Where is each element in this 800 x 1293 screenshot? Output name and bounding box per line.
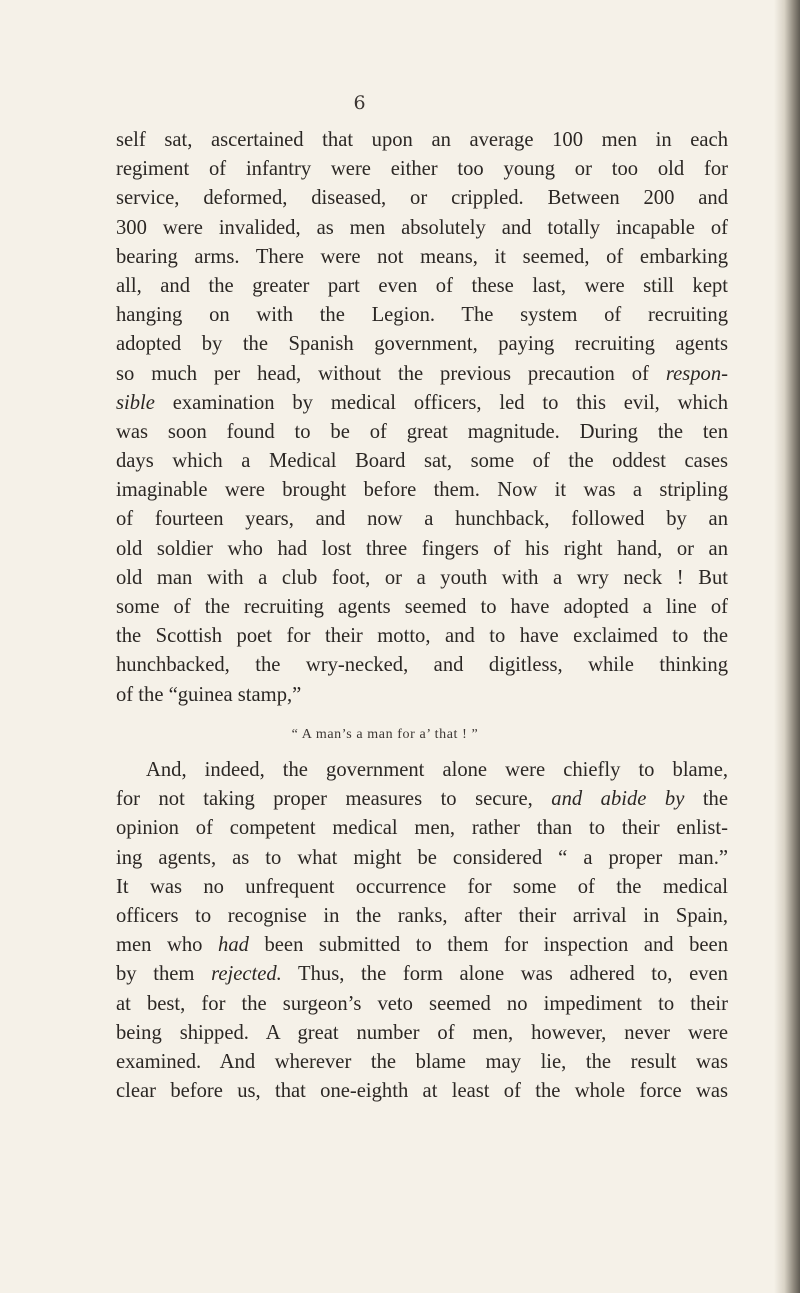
text-segment: men who xyxy=(116,934,219,957)
text-line: And, indeed, the government alone were chiefly to blame, xyxy=(146,759,728,781)
text-segment: by them xyxy=(116,963,212,986)
text-line: the Scottish poet for their motto, and to have exclaimed to the xyxy=(116,625,728,648)
text-line xyxy=(116,960,728,989)
text-line xyxy=(116,785,728,814)
text-line: hunchbacked, the wry-necked, and digitless, while thinking xyxy=(116,654,728,677)
text-line: regiment of infantry were either too young or too old for xyxy=(116,158,728,181)
text-line: being shipped. A great number of men, however, never were xyxy=(116,1021,728,1044)
page-edge-shadow xyxy=(774,0,800,1293)
text-segment: Thus, the form alone was adhered to, even xyxy=(281,963,728,986)
text-line: all, and the greater part even of these last, were still kept xyxy=(116,274,728,297)
text-line: at best, for the surgeon’s veto seemed no impediment to their xyxy=(116,992,728,1015)
text-segment: so much per head, without the previous precaution of xyxy=(116,362,666,385)
text-line: opinion of competent medical men, rather than to their enlist- xyxy=(116,817,728,840)
text-line: ing agents, as to what might be considered “ a proper man.” xyxy=(116,846,728,869)
text-line: old man with a club foot, or a youth with a wry neck ! But xyxy=(116,566,728,589)
text-line: It was no unfrequent occurrence for some of the medical xyxy=(116,875,728,898)
text-line: self sat, ascertained that upon an average 100 men in each xyxy=(116,129,728,151)
text-line: adopted by the Spanish government, paying recruiting agents xyxy=(116,333,728,356)
text-line: some of the recruiting agents seemed to have adopted a line of xyxy=(116,596,728,618)
text-line: clear before us, that one-eighth at least of the whole force was xyxy=(116,1080,728,1103)
text-line: service, deformed, diseased, or crippled. Between 200 and xyxy=(116,187,728,210)
italic-segment: rejected. xyxy=(211,963,282,986)
text-segment: been submitted to them for inspection and been xyxy=(248,934,728,957)
text-line: hanging on with the Legion. The system of recruiting xyxy=(116,304,728,327)
text-segment: examination by medical officers, led to this evil, which xyxy=(154,391,728,414)
italic-segment: sible xyxy=(116,391,155,414)
paragraph-2 xyxy=(116,756,728,1106)
text-line: 300 were invalided, as men absolutely and totally incapable of xyxy=(116,216,728,239)
verse-quote xyxy=(0,727,800,743)
text-line xyxy=(116,360,728,389)
text-line xyxy=(116,389,728,418)
text-line: examined. And wherever the blame may lie, the result was xyxy=(116,1050,728,1073)
text-segment: the xyxy=(684,788,728,811)
italic-segment: and abide by xyxy=(551,788,685,811)
text-line: was soon found to be of great magnitude. During the ten xyxy=(116,420,728,443)
text-line xyxy=(116,931,728,960)
text-line: of the “guinea stamp,” xyxy=(116,683,302,706)
italic-segment: had xyxy=(218,934,249,957)
text-segment: for not taking proper measures to secure, xyxy=(116,788,552,811)
text-line: officers to recognise in the ranks, after their arrival in Spain, xyxy=(116,904,728,927)
verse-quote-text: “ A man’s a man for a’ that ! ” xyxy=(291,727,479,742)
paragraph-1 xyxy=(116,126,728,710)
italic-segment: respon- xyxy=(665,362,728,385)
text-line: old soldier who had lost three fingers of his right hand, or an xyxy=(116,537,728,560)
text-line: bearing arms. There were not means, it seemed, of embarking xyxy=(116,245,728,268)
text-line: imaginable were brought before them. Now it was a stripling xyxy=(116,479,728,502)
page-number: 6 xyxy=(353,92,367,114)
text-line: of fourteen years, and now a hunchback, followed by an xyxy=(116,508,728,531)
text-line: days which a Medical Board sat, some of the oddest cases xyxy=(116,450,728,473)
